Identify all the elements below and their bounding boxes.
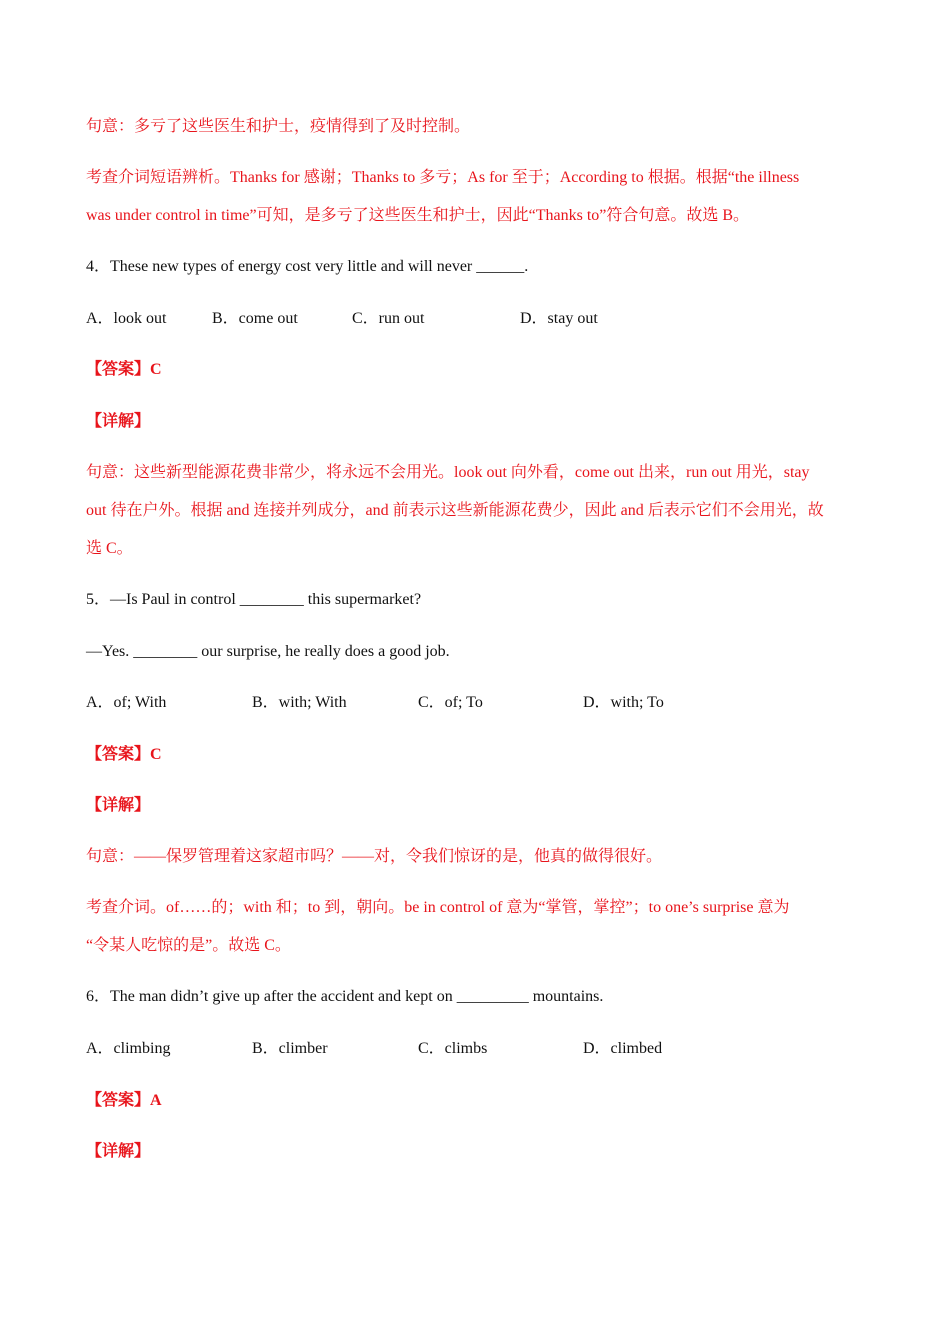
q6-option-a: A．climbing	[86, 1040, 171, 1057]
q5-explain-line-2: 考查介词。of……的；with 和；to 到，朝向。be in control of 意为“掌管，掌控”；to one’s surprise 意为	[86, 899, 790, 916]
q5-stem-line-1: 5．—Is Paul in control ________ this supermarket?	[86, 591, 422, 608]
q4-answer: 【答案】C	[86, 361, 162, 378]
q6-option-d: D．climbed	[583, 1040, 663, 1057]
q5-option-d: D．with; To	[583, 694, 664, 711]
q6-option-c: C．climbs	[418, 1040, 488, 1057]
q5-detail-label: 【详解】	[86, 797, 151, 814]
q4-option-c: C．run out	[352, 310, 425, 327]
q4-option-b: B．come out	[212, 310, 298, 327]
q5-explain-line-1: 句意：——保罗管理着这家超市吗？——对，令我们惊讶的是，他真的做得很好。	[86, 848, 663, 865]
q6-option-b: B．climber	[252, 1040, 328, 1057]
q4-explain-line-2: out 待在户外。根据 and 连接并列成分，and 前表示这些新能源花费少，因此 and 后表示它们不会用光，故	[86, 502, 824, 519]
q4-stem: 4．These new types of energy cost very little and will never ______.	[86, 258, 529, 275]
q4-option-d: D．stay out	[520, 310, 598, 327]
q4-explain-line-3: 选 C。	[86, 540, 133, 557]
q5-option-c: C．of; To	[418, 694, 483, 711]
prev-meaning: 句意：多亏了这些医生和护士，疫情得到了及时控制。	[86, 118, 471, 135]
q6-detail-label: 【详解】	[86, 1143, 151, 1160]
q4-detail-label: 【详解】	[86, 413, 151, 430]
q6-stem: 6．The man didn’t give up after the accident and kept on _________ mountains.	[86, 988, 604, 1005]
q5-option-a: A．of; With	[86, 694, 167, 711]
q6-answer: 【答案】A	[86, 1092, 162, 1109]
prev-analysis-line-2: was under control in time”可知，是多亏了这些医生和护士，因此“Thanks to”符合句意。故选 B。	[86, 207, 750, 224]
q4-option-a: A．look out	[86, 310, 167, 327]
prev-analysis-line-1: 考查介词短语辨析。Thanks for 感谢；Thanks to 多亏；As for 至于；According to 根据。根据“the illness	[86, 169, 800, 186]
q5-stem-line-2: —Yes. ________ our surprise, he really does a good job.	[86, 643, 450, 660]
q5-explain-line-3: “令某人吃惊的是”。故选 C。	[86, 937, 291, 954]
q4-explain-line-1: 句意：这些新型能源花费非常少，将永远不会用光。look out 向外看，come out 出来，run out 用光，stay	[86, 464, 810, 481]
q5-answer: 【答案】C	[86, 746, 162, 763]
q5-option-b: B．with; With	[252, 694, 347, 711]
